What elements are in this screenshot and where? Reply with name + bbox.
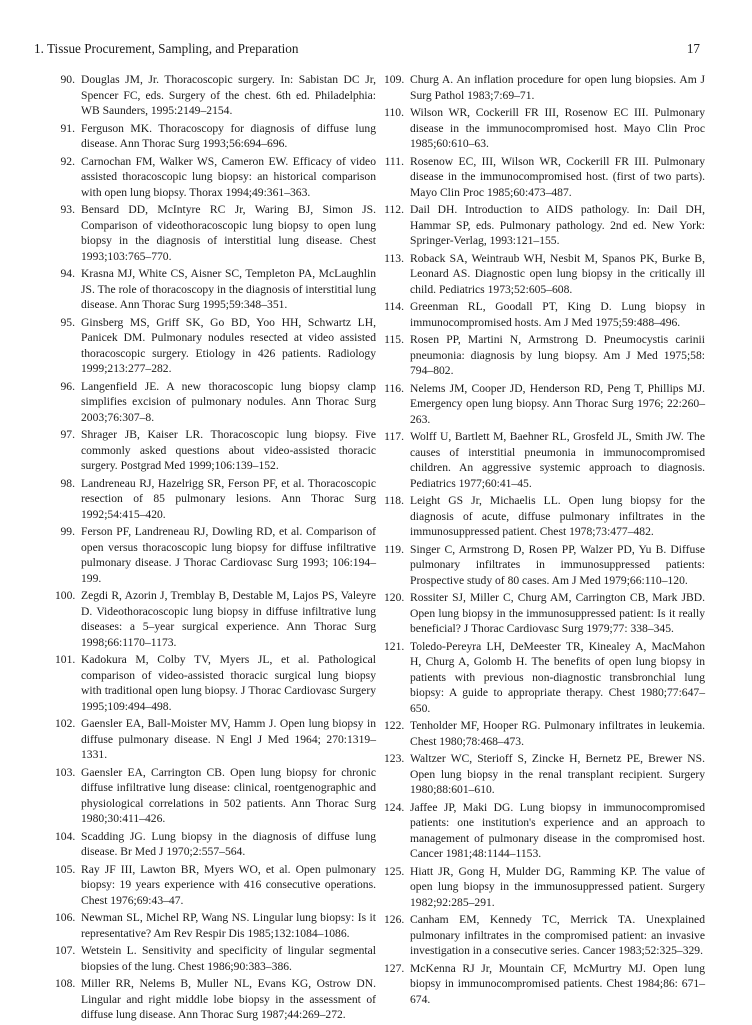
reference-number: 114. xyxy=(384,300,404,313)
reference-text: Roback SA, Weintraub WH, Nesbit M, Spanos PK, Burke B, Leonard AS. Diagnostic open lung biopsy in the critically ill child. Pediatrics 1973;52:605–608. xyxy=(410,251,705,296)
reference-number: 102. xyxy=(55,717,76,730)
reference-number: 95. xyxy=(60,315,75,329)
reference-number: 90. xyxy=(60,73,75,86)
reference-entry xyxy=(384,72,705,103)
reference-number: 107. xyxy=(55,944,76,957)
reference-number: 119. xyxy=(384,542,404,556)
reference-entry xyxy=(55,266,376,313)
reference-text: Gaensler EA, Ball-Moister MV, Hamm J. Open lung biopsy in diffuse pulmonary disease. N Engl J Med 1964; 270:1319–1331. xyxy=(81,717,376,761)
reference-entry xyxy=(55,315,376,377)
reference-number: 127. xyxy=(384,961,405,975)
references-left-column xyxy=(55,72,376,1025)
reference-number: 105. xyxy=(55,862,76,876)
reference-text: Greenman RL, Goodall PT, King D. Lung biopsy in immunocompromised hosts. Am J Med 1975;59:488–496. xyxy=(410,300,705,329)
reference-text: Dail DH. Introduction to AIDS pathology. In: Dail DH, Hammar SP, eds. Pulmonary pathology. 2nd ed. New York: Springer-Verlag, 1993:121–155. xyxy=(410,203,705,247)
reference-number: 109. xyxy=(384,73,405,86)
reference-text: Shrager JB, Kaiser LR. Thoracoscopic lung biopsy. Five commonly asked questions about video-assisted thoracic surgery. Postgrad Med 1999;106:139–152. xyxy=(81,428,376,472)
reference-number: 104. xyxy=(55,829,76,843)
reference-number: 97. xyxy=(60,428,75,441)
reference-text: Canham EM, Kennedy TC, Merrick TA. Unexplained pulmonary infiltrates in the compromised patient: an invasive investigation in a consecutive series. Cancer 1983;52:325–329. xyxy=(410,913,705,957)
reference-text: Wilson WR, Cockerill FR III, Rosenow EC III. Pulmonary disease in the immunocompromised host. Mayo Clin Proc 1985;60:610–63. xyxy=(410,106,705,150)
reference-number: 111. xyxy=(384,154,404,168)
reference-text: Ferson PF, Landreneau RJ, Dowling RD, et al. Comparison of open versus thoracoscopic lung biopsy for diffuse infiltrative pulmonary disease. J Thorac Cardiovasc Surg 1993; 106:194–199. xyxy=(81,525,376,585)
reference-text: Rosenow EC, III, Wilson WR, Cockerill FR III. Pulmonary disease in the immunocompromised host. (first of two parts). Mayo Clin Proc 1985;60:473–487. xyxy=(410,154,705,199)
reference-entry xyxy=(55,379,376,426)
reference-text: Bensard DD, McIntyre RC Jr, Waring BJ, Simon JS. Comparison of videothoracoscopic lung biopsy to open lung biopsy in the diagnosis of interstitial lung disease. Chest 1993;103:765–770. xyxy=(81,203,376,263)
reference-entry xyxy=(384,800,705,862)
reference-text: Wetstein L. Sensitivity and specificity of lingular segmental biopsies of the lung. Chest 1986;90:383–386. xyxy=(81,944,376,973)
reference-entry xyxy=(384,493,705,540)
reference-entry xyxy=(384,961,705,1008)
reference-text: Toledo-Pereyra LH, DeMeester TR, Kinealey A, MacMahon H, Churg A, Golomb H. The benefits of open lung biopsy in patients with previous non-diagnostic transbronchial lung biopsy: A guide to appropriate therapy. Chest 1980;77:647–650. xyxy=(410,639,705,715)
reference-number: 124. xyxy=(384,800,405,814)
reference-number: 113. xyxy=(384,251,404,265)
reference-number: 94. xyxy=(60,267,75,280)
reference-text: Rossiter SJ, Miller C, Churg AM, Carrington CB, Mark JBD. Open lung biopsy in the immunosuppressed patient: Is it really beneficial? J Thorac Cardiovasc Surg 1979;77: 338–345. xyxy=(410,591,705,635)
reference-number: 110. xyxy=(384,106,404,119)
reference-entry xyxy=(55,524,376,586)
reference-text: Gaensler EA, Carrington CB. Open lung biopsy for chronic diffuse infiltrative lung disease: clinical, roentgenographic and physiological correlations in 502 patients. Ann Thorac Surg 1980;30:411–426. xyxy=(81,765,376,825)
reference-entry xyxy=(55,910,376,941)
reference-number: 91. xyxy=(60,121,75,135)
page-number: 17 xyxy=(686,41,700,56)
reference-number: 117. xyxy=(384,430,404,443)
reference-text: Jaffee JP, Maki DG. Lung biopsy in immunocompromised patients: one institution's experience and an approach to management of pulmonary disease in the compromised host. Cancer 1981;48:1144–1153. xyxy=(410,800,705,860)
reference-entry xyxy=(384,299,705,330)
reference-text: Ferguson MK. Thoracoscopy for diagnosis of diffuse lung disease. Ann Thorac Surg 1993;56:694–696. xyxy=(81,121,376,150)
reference-text: Rosen PP, Martini N, Armstrong D. Pneumocystis carinii pneumonia: diagnosis by lung biopsy. Am J Med 1975;58: 794–802. xyxy=(410,333,705,377)
reference-entry xyxy=(55,862,376,909)
reference-number: 96. xyxy=(60,379,75,393)
reference-number: 106. xyxy=(55,911,76,924)
reference-entry xyxy=(384,912,705,959)
reference-entry xyxy=(384,332,705,379)
reference-number: 120. xyxy=(384,591,405,604)
reference-text: Langenfield JE. A new thoracoscopic lung biopsy clamp simplifies excision of pulmonary nodules. Ann Thorac Surg 2003;76:307–8. xyxy=(81,379,376,424)
reference-number: 101. xyxy=(55,653,76,666)
reference-entry xyxy=(384,429,705,491)
reference-text: Carnochan FM, Walker WS, Cameron EW. Efficacy of video assisted thoracoscopic lung biopsy: an historical comparison with open lung biopsy. Thorax 1994;49:361–363. xyxy=(81,154,376,199)
reference-entry xyxy=(55,652,376,714)
reference-entry xyxy=(55,202,376,264)
reference-entry xyxy=(384,590,705,637)
reference-number: 116. xyxy=(384,381,404,395)
reference-entry xyxy=(384,202,705,249)
reference-entry xyxy=(55,72,376,119)
reference-entry xyxy=(55,829,376,860)
reference-number: 100. xyxy=(55,589,76,602)
reference-number: 93. xyxy=(60,203,75,216)
reference-number: 112. xyxy=(384,203,404,216)
reference-entry xyxy=(384,864,705,911)
reference-text: Douglas JM, Jr. Thoracoscopic surgery. In: Sabistan DC Jr, Spencer FC, eds. Surgery of the chest. 6th ed. Philadelphia: WB Saunders, 1995:2149–2154. xyxy=(81,73,376,117)
reference-text: Zegdi R, Azorin J, Tremblay B, Destable M, Lajos PS, Valeyre D. Videothoracoscopic lung biopsy in diffuse infiltrative lung diseases: a 5–year surgical experience. Ann Thorac Surg 1998;66:1170–1173. xyxy=(81,589,376,649)
reference-text: Singer C, Armstrong D, Rosen PP, Walzer PD, Yu B. Diffuse pulmonary infiltrates in immunosuppressed patients: Prospective study of 80 cases. Am J Med 1979;66:110–120. xyxy=(410,542,705,587)
reference-number: 103. xyxy=(55,765,76,779)
reference-entry xyxy=(55,976,376,1023)
reference-text: Nelems JM, Cooper JD, Henderson RD, Peng T, Phillips MJ. Emergency open lung biopsy. Ann Thorac Surg 1976; 22:260–263. xyxy=(410,381,705,426)
reference-text: Ginsberg MS, Griff SK, Go BD, Yoo HH, Schwartz LH, Panicek DM. Pulmonary nodules resected at video assisted thoracoscopic surgery. Etiology in 426 patients. Radiology 1999;213:277–282. xyxy=(81,315,376,375)
reference-entry xyxy=(55,943,376,974)
reference-text: Kadokura M, Colby TV, Myers JL, et al. Pathological comparison of video-assisted thoracic surgical lung biopsy with traditional open lung biopsy. J Thorac Cardiovasc Surgery 1995;109:494–498. xyxy=(81,653,376,713)
reference-text: Scadding JG. Lung biopsy in the diagnosis of diffuse lung disease. Br Med J 1970;2:557–564. xyxy=(81,829,376,858)
reference-entry xyxy=(55,716,376,763)
reference-number: 123. xyxy=(384,752,405,765)
reference-text: Hiatt JR, Gong H, Mulder DG, Ramming KP. The value of open lung biopsy in the immunosuppressed patient. Surgery 1982;92:285–291. xyxy=(410,864,705,909)
reference-text: Leight GS Jr, Michaelis LL. Open lung biopsy for the diagnosis of acute, diffuse pulmonary infiltrates in the immunosuppressed patient. Chest 1978;73:477–482. xyxy=(410,494,705,538)
reference-entry xyxy=(55,765,376,827)
reference-text: Ray JF III, Lawton BR, Myers WO, et al. Open pulmonary biopsy: 19 years experience with 416 consecutive operations. Chest 1976;69:43–47. xyxy=(81,862,376,907)
reference-entry xyxy=(384,718,705,749)
reference-entry xyxy=(384,381,705,428)
reference-entry xyxy=(384,542,705,589)
reference-entry xyxy=(384,105,705,152)
reference-text: Tenholder MF, Hooper RG. Pulmonary infiltrates in leukemia. Chest 1980;78:468–473. xyxy=(410,719,705,748)
reference-entry xyxy=(55,476,376,523)
reference-number: 122. xyxy=(384,719,405,732)
reference-text: Newman SL, Michel RP, Wang NS. Lingular lung biopsy: Is it representative? Am Rev Respir Dis 1985;132:1084–1086. xyxy=(81,911,376,940)
reference-number: 121. xyxy=(384,639,405,653)
reference-text: Miller RR, Nelems B, Muller NL, Evans KG, Ostrow DN. Lingular and right middle lobe biopsy in the assessment of diffuse lung disease. Ann Thorac Surg 1987;44:269–272. xyxy=(81,977,376,1021)
reference-number: 99. xyxy=(60,525,75,538)
reference-entry xyxy=(384,251,705,298)
running-header xyxy=(34,39,700,59)
reference-entry xyxy=(55,427,376,474)
reference-number: 98. xyxy=(60,476,75,490)
reference-number: 118. xyxy=(384,494,404,507)
reference-text: McKenna RJ Jr, Mountain CF, McMurtry MJ. Open lung biopsy in immunocompromised patients. Chest 1984;86: 671–674. xyxy=(410,961,705,1006)
reference-text: Churg A. An inflation procedure for open lung biopsies. Am J Surg Pathol 1983;7:69–71. xyxy=(410,73,705,102)
reference-text: Landreneau RJ, Hazelrigg SR, Ferson PF, et al. Thoracoscopic resection of 85 pulmonary lesions. Ann Thorac Surg 1992;54:415–420. xyxy=(81,476,376,521)
reference-number: 125. xyxy=(384,864,405,878)
reference-text: Krasna MJ, White CS, Aisner SC, Templeton PA, McLaughlin JS. The role of thoracoscopy in the diagnosis of interstitial lung disease. Ann Thorac Surg 1995;59:348–351. xyxy=(81,267,376,311)
reference-number: 115. xyxy=(384,333,404,346)
reference-number: 108. xyxy=(55,977,76,990)
reference-entry xyxy=(55,121,376,152)
reference-entry xyxy=(55,154,376,201)
reference-entry xyxy=(384,154,705,201)
reference-text: Waltzer WC, Sterioff S, Zincke H, Bernetz PE, Brewer NS. Open lung biopsy in the renal transplant recipient. Surgery 1980;88:601–610. xyxy=(410,752,705,796)
reference-text: Wolff U, Bartlett M, Baehner RL, Grosfeld JL, Smith JW. The causes of interstitial pneumonia in immunocompromised children. An aggressive systemic approach to diagnosis. Pediatrics 1977;60:41–45. xyxy=(410,430,705,490)
reference-number: 126. xyxy=(384,913,405,926)
reference-entry xyxy=(384,639,705,717)
reference-entry xyxy=(55,588,376,650)
reference-number: 92. xyxy=(60,154,75,168)
references-right-column xyxy=(384,72,705,1009)
reference-entry xyxy=(384,751,705,798)
running-title: 1. Tissue Procurement, Sampling, and Preparation xyxy=(34,41,299,56)
